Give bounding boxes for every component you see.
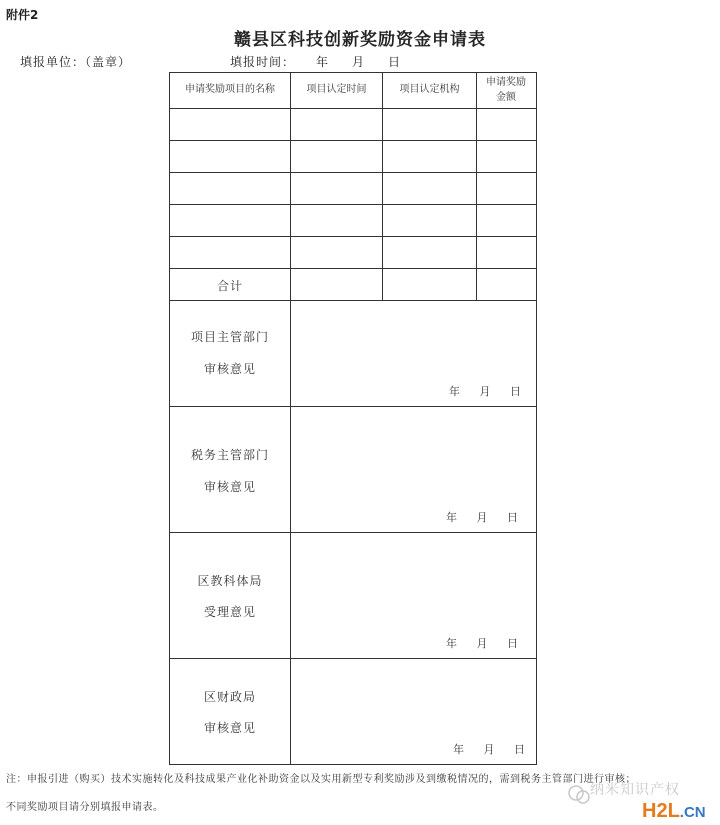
column-header-recognition-time: 项目认定时间 bbox=[306, 84, 367, 95]
review-project-dept-line1: 项目主管部门 bbox=[190, 330, 269, 344]
review-project-dept-date: 年 月 日 bbox=[449, 385, 529, 398]
h2l-logo: H2L.CN bbox=[642, 800, 706, 822]
attachment-label: 附件2 bbox=[6, 8, 39, 22]
note-line-1: 注：申报引进（购买）技术实施转化及科技成果产业化补助资金以及实用新型专利奖励涉及到缴税情况的，需到税务主管部门进行审核； bbox=[6, 774, 636, 785]
filing-unit-label: 填报单位：（盖章） bbox=[20, 55, 132, 69]
note-line-2: 不同奖励项目请分别填报申请表。 bbox=[6, 802, 164, 813]
column-header-award-amount: 申请奖励金额 bbox=[486, 77, 526, 103]
review-education-bureau-line1: 区教科体局 bbox=[197, 574, 263, 588]
total-label: 合计 bbox=[216, 279, 243, 293]
filing-time-value: 年 月 日 bbox=[316, 55, 407, 69]
column-header-recognition-agency: 项目认定机构 bbox=[399, 84, 460, 95]
review-finance-bureau-line1: 区财政局 bbox=[203, 690, 256, 704]
review-project-dept-line2: 审核意见 bbox=[203, 362, 256, 376]
review-education-bureau-line2: 受理意见 bbox=[203, 605, 256, 619]
form-title: 赣县区科技创新奖励资金申请表 bbox=[234, 30, 486, 50]
review-finance-bureau-date: 年 月 日 bbox=[453, 743, 533, 756]
column-header-project-name: 申请奖励项目的名称 bbox=[185, 84, 275, 95]
filing-time-label: 填报时间： bbox=[230, 55, 296, 69]
review-education-bureau-date: 年 月 日 bbox=[446, 637, 526, 650]
review-finance-bureau-line2: 审核意见 bbox=[203, 721, 256, 735]
watermark-text: 纳米知识产权 bbox=[590, 782, 680, 798]
review-tax-dept-line1: 税务主管部门 bbox=[190, 448, 269, 462]
review-tax-dept-date: 年 月 日 bbox=[446, 511, 526, 524]
review-tax-dept-line2: 审核意见 bbox=[203, 480, 256, 494]
